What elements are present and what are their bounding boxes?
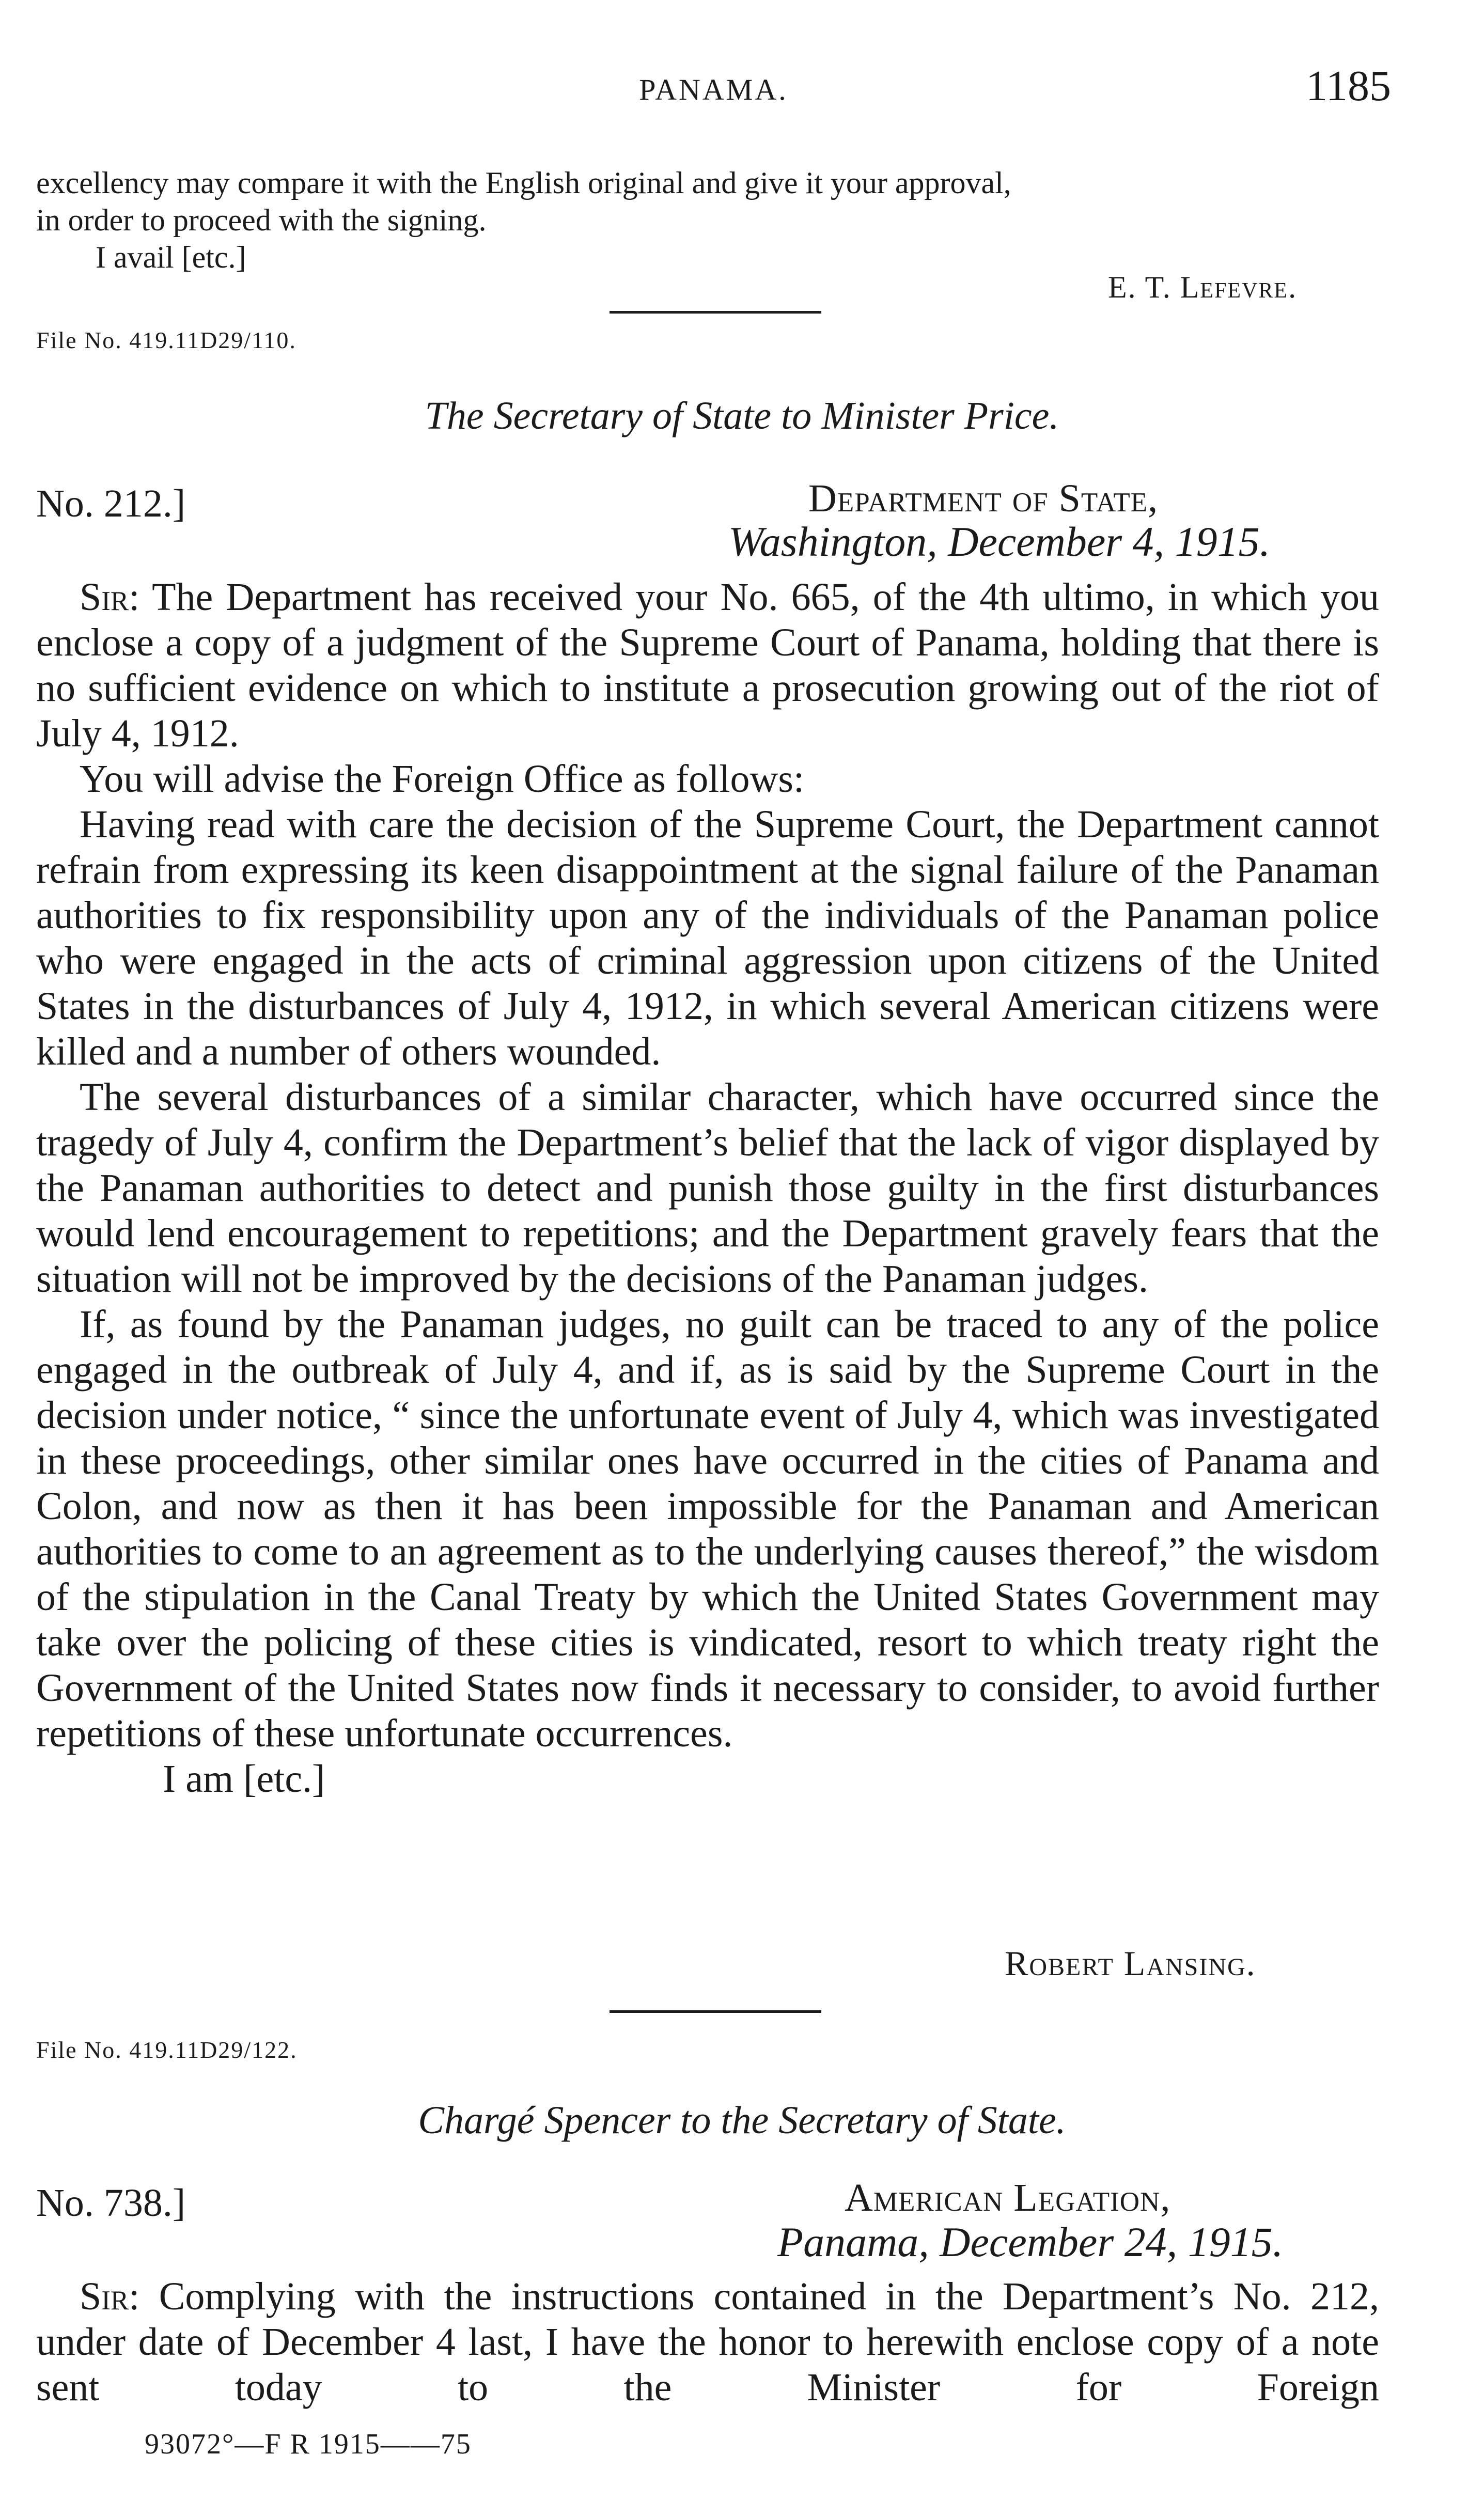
section-divider bbox=[610, 311, 821, 314]
closing-line: I am [etc.] bbox=[163, 1757, 325, 1801]
signature-lansing: Robert Lansing. bbox=[1005, 1944, 1256, 1983]
section-divider bbox=[610, 2010, 821, 2013]
file-number: File No. 419.11D29/122. bbox=[36, 2037, 298, 2063]
dateline: Washington, December 4, 1915. bbox=[728, 518, 1271, 565]
paragraph-text: The Department has received your No. 665, of the 4th ultimo, in which you enclose a copy of a judgment of the Supreme Court of Panama, holding that there is no sufficient evidence on which to institute a prosecution growing out of the riot of July 4, 1912. bbox=[36, 575, 1379, 755]
signature-lefevre: E. T. Lefevre. bbox=[1108, 270, 1298, 304]
salutation: Sir: bbox=[80, 2275, 140, 2318]
continuation-line: in order to proceed with the signing. bbox=[36, 203, 487, 237]
running-title: PANAMA. bbox=[639, 73, 788, 106]
continuation-text bbox=[36, 164, 1379, 276]
closing-line: I avail [etc.] bbox=[96, 240, 246, 274]
letter-body bbox=[36, 574, 1379, 1802]
sender-office: Department of State, bbox=[808, 477, 1159, 520]
body-paragraph bbox=[36, 574, 1379, 756]
dateline: Panama, December 24, 1915. bbox=[777, 2218, 1284, 2265]
printer-imprint: 93072°—F R 1915——75 bbox=[145, 2428, 472, 2460]
letter-body bbox=[36, 2274, 1379, 2410]
salutation: Sir: bbox=[80, 575, 140, 619]
sender-office: American Legation, bbox=[845, 2176, 1171, 2219]
page-number: 1185 bbox=[1306, 62, 1391, 110]
continuation-line: excellency may compare it with the English original and give it your approval, bbox=[36, 166, 1011, 200]
body-paragraph: If, as found by the Panaman judges, no guilt can be traced to any of the police engaged in the outbreak of July 4, and if, as is said by the Supreme Court in the decision under notice, “ since the unfortunate event of July 4, which was investigated in these proceedings, other similar ones have occurred in the cities of Panama and Colon, and now as then it has been impossible for the Panaman and American authorities to come to an agreement as to the underlying causes thereof,” the wisdom of the stipulation in the Canal Treaty by which the United States Government may take over the policing of these cities is vindicated, resort to which treaty right the Government of the United States now finds it necessary to consider, to avoid further repetitions of these unfortunate occurrences. bbox=[36, 1303, 1379, 1755]
document-number: No. 212.] bbox=[36, 482, 186, 525]
file-number: File No. 419.11D29/110. bbox=[36, 327, 296, 353]
document-number: No. 738.] bbox=[36, 2181, 186, 2225]
paragraph-text: Complying with the instructions contained in the Department’s No. 212, under date of December 4 last, I have the honor to herewith enclose copy of a note sent today to the Minister for Foreign bbox=[36, 2275, 1379, 2409]
body-paragraph: The several disturbances of a similar character, which have occurred since the tragedy of July 4, confirm the Department’s belief that the lack of vigor displayed by the Panaman authorities to detect and punish those guilty in the first disturbances would lend encouragement to repetitions; and the Department gravely fears that the situation will not be improved by the decisions of the Panaman judges. bbox=[36, 1075, 1379, 1301]
document-title: Chargé Spencer to the Secretary of State. bbox=[418, 2099, 1066, 2142]
running-head bbox=[36, 61, 1391, 118]
body-paragraph: You will advise the Foreign Office as follows: bbox=[80, 757, 805, 801]
document-title: The Secretary of State to Minister Price. bbox=[425, 394, 1059, 437]
body-paragraph: Having read with care the decision of the Supreme Court, the Department cannot refrain from expressing its keen disappointment at the signal failure of the Panaman authorities to fix responsibility upon any of the individuals of the Panaman police who were engaged in the acts of criminal aggression upon citizens of the United States in the disturbances of July 4, 1912, in which several American citizens were killed and a number of others wounded. bbox=[36, 803, 1379, 1073]
body-paragraph bbox=[36, 2274, 1379, 2410]
